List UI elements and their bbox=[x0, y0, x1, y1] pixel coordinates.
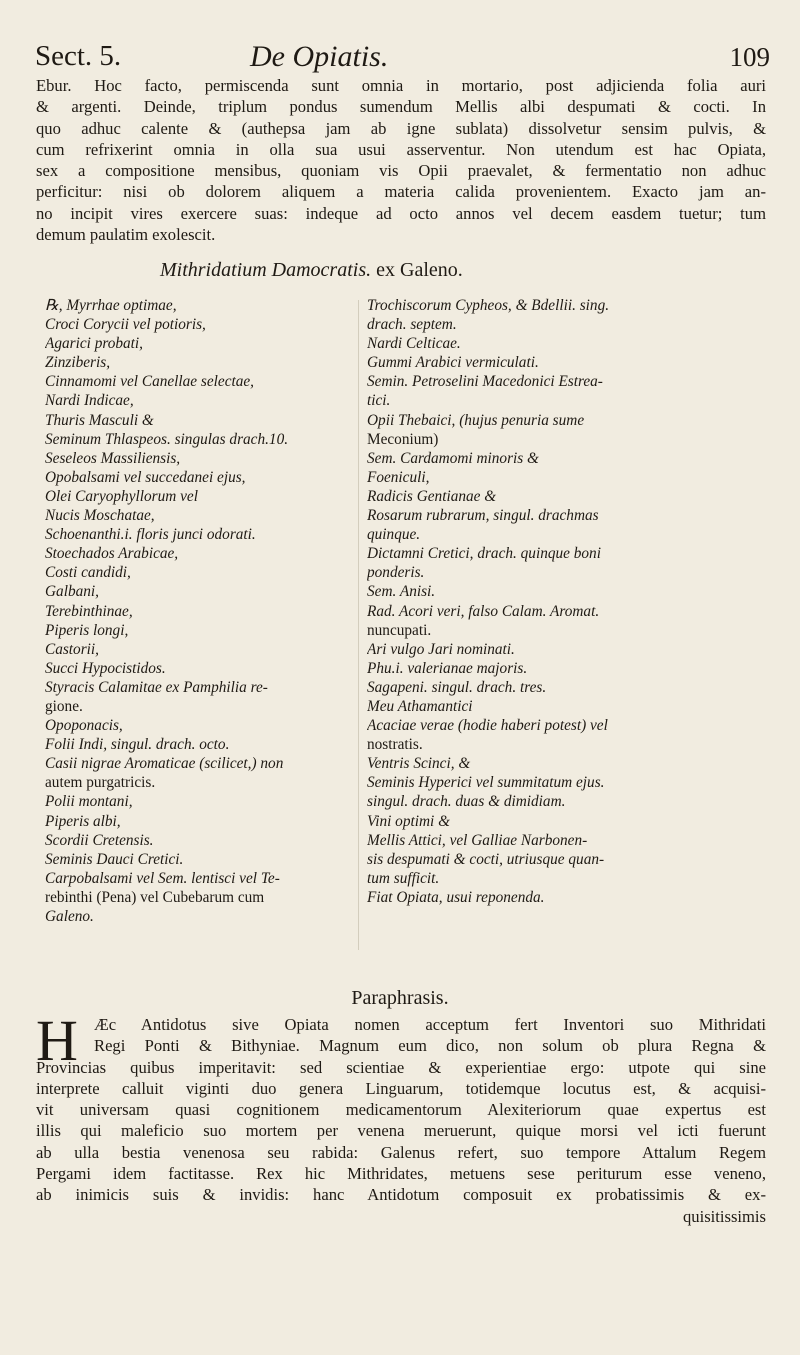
recipe-heading bbox=[160, 259, 463, 282]
ingredient-line: Olei Caryophyllorum vel bbox=[45, 487, 198, 505]
ingredient-line: Radicis Gentianae & bbox=[367, 487, 497, 505]
recipe-heading-italic: Mithridatium Damocratis. bbox=[160, 259, 372, 281]
column-divider bbox=[358, 300, 359, 950]
ingredient-line: Styracis Calamitae ex Pamphilia re- bbox=[45, 678, 268, 696]
text-line: Regi Ponti & Bithyniae. Magnum eum dico, non solum ob plura Regna & bbox=[94, 1036, 766, 1056]
recipe-heading-roman: ex Galeno. bbox=[371, 259, 463, 281]
ingredient-line: Zinziberis, bbox=[45, 354, 111, 372]
ingredient-line: Phu.i. valerianae majoris. bbox=[367, 659, 528, 677]
ingredient-line: Sem. Anisi. bbox=[367, 583, 436, 601]
ingredient-line: Semin. Petroselini Macedonici Estrea- bbox=[367, 373, 603, 391]
ingredient-line: Meconium) bbox=[367, 430, 439, 448]
ingredient-line: Gummi Arabici vermiculati. bbox=[367, 354, 539, 372]
ingredient-line: Seminum Thlaspeos. singulas drach.10. bbox=[45, 430, 289, 448]
ingredient-line: nostratis. bbox=[367, 736, 423, 754]
ingredient-line: Rad. Acori veri, falso Calam. Aromat. bbox=[367, 602, 600, 620]
ingredient-line: Stoechados Arabicae, bbox=[45, 545, 179, 563]
text-line: perficitur: nisi ob dolorem aliquem a materia calida provenientem. Exacto jam an- bbox=[36, 182, 766, 202]
ingredient-line: Fiat Opiata, usui reponenda. bbox=[367, 888, 545, 906]
text-line: Ebur. Hoc facto, permiscenda sunt omnia in mortario, post adjicienda folia auri bbox=[36, 76, 766, 95]
ingredient-line: drach. septem. bbox=[367, 316, 457, 334]
ingredient-line: Vini optimi & bbox=[367, 812, 450, 830]
ingredients-left-column bbox=[45, 296, 350, 926]
text-line: no incipit vires exercere suas: indeque ad octo annos vel decem easdem tuetur; tum bbox=[36, 203, 766, 223]
ingredient-line: Castorii, bbox=[45, 640, 99, 658]
text-line: ab inimicis suis & invidis: hanc Antidotum composuit ex probatissimis & ex- bbox=[36, 1185, 766, 1205]
ingredient-line: Galbani, bbox=[45, 583, 99, 601]
ingredient-line: Seminis Hyperici vel summitatum ejus. bbox=[367, 774, 605, 792]
text-line: Pergami idem factitasse. Rex hic Mithridates, metuens sese periturum esse veneno, bbox=[36, 1164, 766, 1184]
drop-cap: H bbox=[36, 1008, 78, 1073]
ingredient-line: Ari vulgo Jari nominati. bbox=[367, 640, 515, 658]
ingredient-line: ℞, Myrrhae optimae, bbox=[45, 297, 177, 314]
ingredient-line: Thuris Masculi & bbox=[45, 411, 154, 429]
text-line: interprete calluit viginti duo genera Linguarum, totidemque locutus est, & acquisi- bbox=[36, 1078, 766, 1098]
ingredient-line: Casii nigrae Aromaticae (scilicet,) non bbox=[45, 755, 284, 773]
ingredient-line: Polii montani, bbox=[45, 793, 133, 811]
ingredient-line: Ventris Scinci, & bbox=[367, 755, 471, 773]
ingredient-line: Dictamni Cretici, drach. quinque boni bbox=[367, 545, 601, 563]
ingredient-line: Meu Athamantici bbox=[367, 697, 473, 715]
ingredient-line: Mellis Attici, vel Galliae Narbonen- bbox=[367, 831, 588, 849]
ingredient-line: Piperis albi, bbox=[45, 812, 121, 830]
paragraph-1 bbox=[36, 75, 766, 245]
text-line: sex a compositione mensibus, quoniam vis Opii praevalet, & fermentatio non adhuc bbox=[36, 161, 766, 181]
ingredient-line: Seminis Dauci Cretici. bbox=[45, 850, 184, 868]
ingredient-line: Croci Corycii vel potioris, bbox=[45, 316, 206, 334]
text-line: Æc Antidotus sive Opiata nomen acceptum fert Inventori suo Mithridati bbox=[94, 1015, 766, 1034]
ingredient-line: Sagapeni. singul. drach. tres. bbox=[367, 678, 547, 696]
ingredient-line: Nardi Celticae. bbox=[367, 335, 461, 353]
text-line: & argenti. Deinde, triplum pondus sumendum Mellis albi despumati & cocti. In bbox=[36, 97, 766, 117]
ingredient-line: Piperis longi, bbox=[45, 621, 129, 639]
running-header bbox=[35, 40, 770, 76]
paraphrasis-heading: Paraphrasis. bbox=[351, 987, 449, 1009]
paragraph-2 bbox=[36, 1008, 766, 1227]
ingredient-line: gione. bbox=[45, 697, 83, 715]
text-line: Provincias quibus imperitavit: sed scientiae & experientiae ergo: utpote qui sine bbox=[36, 1057, 766, 1077]
ingredient-line: autem purgatricis. bbox=[45, 774, 156, 792]
ingredient-line: Opobalsami vel succedanei ejus, bbox=[45, 468, 246, 486]
ingredient-line: Acaciae verae (hodie haberi potest) vel bbox=[367, 717, 608, 735]
text-line: illis qui maleficio suo mortem per venena meruerunt, quique morsi vel icti fuerunt bbox=[36, 1121, 766, 1141]
text-line: ab ulla bestia venenosa seu rabida: Galenus refert, suo tempore Attalum Regem bbox=[36, 1142, 766, 1162]
ingredient-line: Foeniculi, bbox=[367, 468, 430, 486]
page-title: De Opiatis. bbox=[250, 40, 389, 73]
ingredient-line: Nardi Indicae, bbox=[45, 392, 134, 410]
text-line: vit universam quasi cognitionem medicamentorum Alexiteriorum quae expertus est bbox=[36, 1100, 766, 1120]
ingredient-line: Rosarum rubrarum, singul. drachmas bbox=[367, 507, 599, 525]
ingredient-line: Nucis Moschatae, bbox=[45, 507, 155, 525]
section-label: Sect. 5. bbox=[35, 40, 122, 72]
ingredient-line: Seseleos Massiliensis, bbox=[45, 449, 181, 467]
ingredient-line: tum sufficit. bbox=[367, 869, 440, 887]
ingredients-right-column bbox=[367, 296, 767, 907]
text-line: cum refrixerint omnia in olla sua usui asserventur. Non utendum est hac Opiata, bbox=[36, 139, 766, 159]
ingredient-line: sis despumati & cocti, utriusque quan- bbox=[367, 850, 605, 868]
page-number: 109 bbox=[729, 42, 770, 72]
ingredient-line: Agarici probati, bbox=[45, 335, 144, 353]
ingredient-line: Costi candidi, bbox=[45, 564, 131, 582]
ingredient-line: Succi Hypocistidos. bbox=[45, 659, 166, 677]
ingredient-line: Cinnamomi vel Canellae selectae, bbox=[45, 373, 255, 391]
ingredient-line: Opii Thebaici, (hujus penuria sume bbox=[367, 411, 585, 429]
text-line: quisitissimis bbox=[683, 1206, 766, 1226]
text-line: demum paulatim exolescit. bbox=[36, 225, 216, 245]
ingredient-line: Scordii Cretensis. bbox=[45, 831, 154, 849]
ingredient-line: ponderis. bbox=[367, 564, 425, 582]
ingredient-line: singul. drach. duas & dimidiam. bbox=[367, 793, 566, 811]
ingredient-line: tici. bbox=[367, 392, 391, 410]
ingredient-line: Opoponacis, bbox=[45, 717, 123, 735]
ingredient-line: Galeno. bbox=[45, 908, 94, 925]
ingredient-line: Trochiscorum Cypheos, & Bdellii. sing. bbox=[367, 297, 610, 314]
ingredient-line: Folii Indi, singul. drach. octo. bbox=[45, 736, 230, 754]
ingredient-line: Sem. Cardamomi minoris & bbox=[367, 449, 539, 467]
ingredient-line: quinque. bbox=[367, 526, 421, 544]
text-line: quo adhuc calente & (authepsa jam ab igne sublata) dissolvetur sensim pulvis, & bbox=[36, 118, 766, 138]
ingredient-line: Carpobalsami vel Sem. lentisci vel Te- bbox=[45, 869, 280, 887]
ingredient-line: nuncupati. bbox=[367, 621, 432, 639]
ingredient-line: rebinthi (Pena) vel Cubebarum cum bbox=[45, 888, 265, 906]
ingredient-line: Schoenanthi.i. floris junci odorati. bbox=[45, 526, 256, 544]
ingredient-line: Terebinthinae, bbox=[45, 602, 133, 620]
